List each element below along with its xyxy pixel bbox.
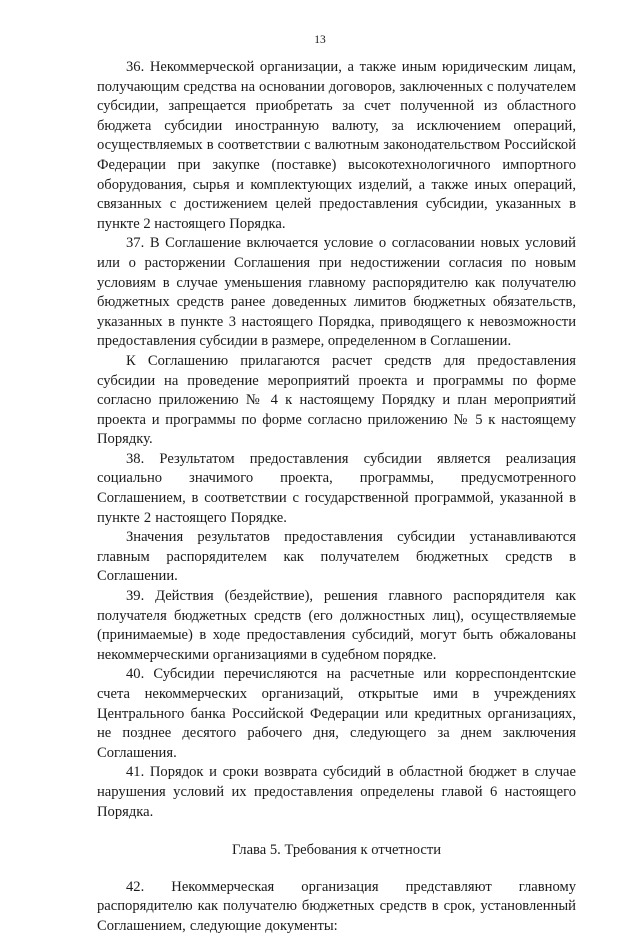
paragraph-40: 40. Субсидии перечисляются на расчетные или корреспондентские счета некоммерческих организаций, открытые ими в учреждениях Центрального банка Российской Федерации или кредитных организациях, не позднее десятого рабочего дня, следующего за днем заключения Соглашения. — [97, 666, 576, 761]
document-body — [97, 58, 576, 937]
paragraph-38: 38. Результатом предоставления субсидии является реализация социально значимого проекта, программы, предусмотренного Соглашением, в соответствии с государственной программой, указанной в пункте 2 настоящего Порядке. — [97, 450, 576, 526]
page-number: 13 — [314, 34, 326, 46]
chapter-heading: Глава 5. Требования к отчетности — [231, 842, 442, 859]
paragraph-42: 42. Некоммерческая организация представляют главному распорядителю как получателю бюджетных средств в срок, установленный Соглашением, следующие документы: — [97, 878, 576, 934]
paragraph-38-values: Значения результатов предоставления субсидии устанавливаются главным распорядителем как получателем бюджетных средств в Соглашении. — [97, 529, 576, 585]
paragraph-41: 41. Порядок и сроки возврата субсидий в областной бюджет в случае нарушения условий их предоставления определены главой 6 настоящего Порядка. — [97, 764, 576, 820]
paragraph-39: 39. Действия (бездействие), решения главного распорядителя как получателя бюджетных средств (его должностных лиц), осуществляемые (принимаемые) в ходе предоставления субсидий, могут быть обжалованы некоммерческими организациями в судебном порядке. — [97, 588, 576, 663]
paragraph-36: 36. Некоммерческой организации, а также иным юридическим лицам, получающим средства на основании договоров, заключенных с получателем субсидии, запрещается приобретать за счет полученной из областного бюджета субсидии иностранную валюту, за исключением операций, осуществляемых в соответствии с валютным законодательством Российской Федерации при закупке (поставке) высокотехнологичного импортного оборудования, сырья и комплектующих изделий, а также иных операций, связанных с достижением целей предоставления субсидии, указанных в пункте 2 настоящего Порядка. — [97, 59, 576, 232]
paragraph-37-attachments: К Соглашению прилагаются расчет средств для предоставления субсидии на проведение мероприятий проекта и программы по форме согласно приложению № 4 к настоящему Порядку и план мероприятий проекта и программы по форме согласно приложению № 5 к настоящему Порядку. — [97, 352, 576, 448]
paragraph-37: 37. В Соглашение включается условие о согласовании новых условий или о расторжении Соглашения при недостижении согласия по новым условиям в случае уменьшения главному распорядителю как получателю бюджетных средств ранее доведенных лимитов бюджетных обязательств, указанных в пункте 3 настоящего Порядка, приводящего к невозможности предоставления субсидии в размере, определенном в Соглашении. — [97, 235, 576, 350]
